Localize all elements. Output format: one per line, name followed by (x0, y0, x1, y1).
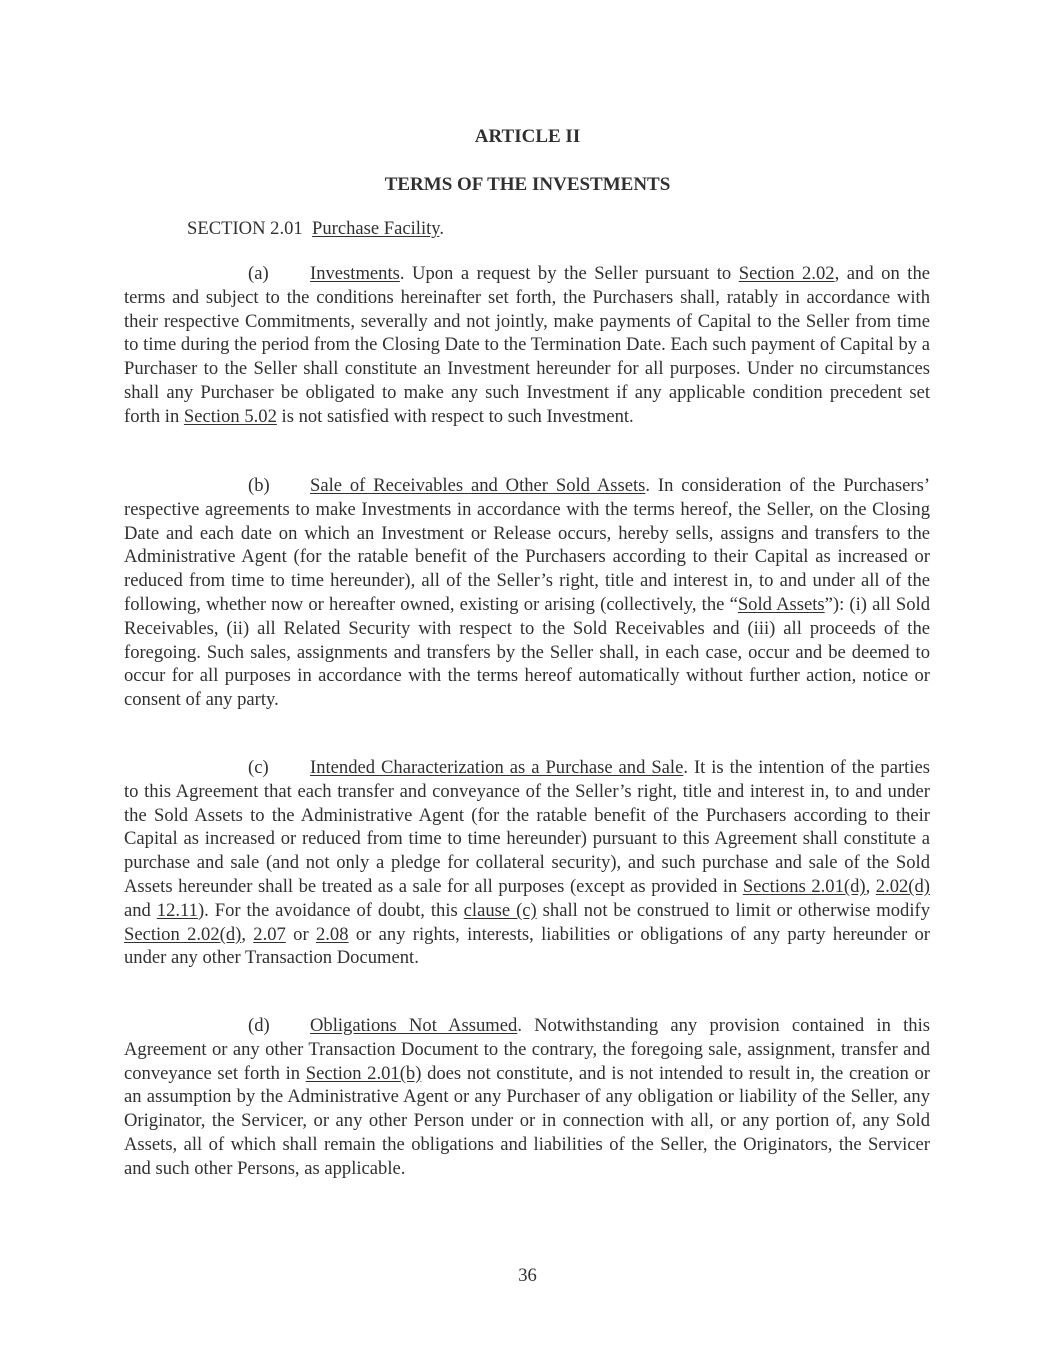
cross-reference: Sections 2.01(d) (742, 875, 866, 897)
paragraph-label: (b) (248, 475, 270, 496)
paragraph-text: does not constitute, and is not intended to result in, the creation or an assumption by the Administrative Agent or any Purchaser of any obligation or liability of the Seller, any Originator, the Servicer, or any other Person under or in connection with all, or any portion of, any Sold Assets, all of which shall remain the obligations and liabilities of the Seller, the Originators, the Servicer and such other Persons, as applicable. (124, 1062, 931, 1179)
cross-reference: clause (c) (463, 899, 537, 921)
paragraph-heading: Investments (310, 263, 400, 284)
section-number: SECTION 2.01 (187, 218, 303, 239)
cross-reference: 2.02(d) (875, 875, 930, 897)
paragraph-text: . Upon a request by the Seller pursuant to (399, 263, 739, 284)
paragraph-text: , and on the terms and subject to the conditions hereinafter set forth, the Purchasers shall, ratably in accordance with their respective Commitments, severally and not jointly, make payments of Capital to the Seller from time to time during the period from the Closing Date to the Termination Date. Each such payment of Capital by a Purchaser to the Seller shall constitute an Investment hereunder for all purposes. Under no circumstances shall any Purchaser be obligated to make any such Investment if any applicable condition precedent set forth in (124, 263, 930, 427)
paragraph-text: ). For the avoidance of doubt, this (197, 899, 464, 921)
paragraph-text: . In consideration of the Purchasers’ respective agreements to make Investments in accordance with the terms hereof, the Seller, on the Closing Date and each date on which an Investment or Release occurs, hereby sells, assigns and transfers to the Administrative Agent (for the ratable benefit of the Purchasers according to their Capital as increased or reduced from time to time hereunder), all of the Seller’s right, title and interest in, to and under all of the following, whether now or hereafter owned, existing or arising (collectively, the “ (124, 475, 931, 615)
article-subtitle: TERMS OF THE INVESTMENTS (384, 174, 671, 195)
page-number: 36 (518, 1265, 537, 1286)
paragraph-text: , (241, 923, 254, 945)
cross-reference: Section 2.02(d) (124, 923, 242, 945)
paragraph-text: . Notwithstanding any provision contained in this Agreement or any other Transaction Document to the contrary, the foregoing sale, assignment, transfer and conveyance set forth in (124, 1015, 930, 1084)
paragraph-text: ”): (i) all Sold Receivables, (ii) all Related Security with respect to the Sold Receivables and (iii) all proceeds of the foregoing. Such sales, assignments and transfers by the Seller shall, in each case, occur and be deemed to occur for all purposes in accordance with the terms hereof automatically without further action, notice or consent of any party. (124, 593, 931, 711)
paragraph-c (124, 756, 930, 970)
paragraph-text: shall not be construed to limit or otherwise modify (536, 899, 930, 921)
paragraph-heading: Sale of Receivables and Other Sold Assets (310, 475, 646, 496)
paragraph-text: or (285, 923, 316, 945)
cross-reference: 12.11 (156, 899, 198, 921)
section-title-end: . (439, 218, 445, 239)
paragraph-label: (c) (248, 757, 269, 778)
paragraph-label: (a) (248, 263, 269, 284)
paragraph-text: and (124, 899, 157, 921)
section-heading (187, 217, 444, 241)
paragraph-heading: Intended Characterization as a Purchase and Sale (310, 757, 684, 778)
paragraph-text: is not satisfied with respect to such Investment. (276, 405, 634, 427)
cross-reference: Section 2.02 (738, 263, 835, 284)
paragraph-text: , (865, 875, 876, 897)
cross-reference: Section 2.01(b) (305, 1062, 422, 1084)
defined-term: Sold Assets (737, 593, 825, 615)
cross-reference: 2.07 (253, 923, 286, 945)
paragraph-heading: Obligations Not Assumed (310, 1015, 518, 1036)
paragraph-d (124, 1014, 930, 1181)
cross-reference: Section 5.02 (183, 405, 277, 427)
paragraph-a (124, 262, 930, 429)
cross-reference: 2.08 (315, 923, 349, 945)
section-title: Purchase Facility (312, 218, 440, 239)
paragraph-label: (d) (248, 1015, 270, 1036)
paragraph-text: or any rights, interests, liabilities or obligations of any party hereunder or under any other Transaction Document. (124, 923, 930, 969)
article-title: ARTICLE II (474, 126, 581, 147)
paragraph-b (124, 474, 930, 712)
paragraph-text: . It is the intention of the parties to this Agreement that each transfer and conveyance of the Seller’s right, title and interest in, to and under the Sold Assets to the Administrative Agent (for the ratable benefit of the Purchasers according to their Capital as increased or reduced from time to time hereunder) pursuant to this Agreement shall constitute a purchase and sale (and not only a pledge for collateral security), and such purchase and sale of the Sold Assets hereunder shall be treated as a sale for all purposes (except as provided in (124, 757, 930, 897)
